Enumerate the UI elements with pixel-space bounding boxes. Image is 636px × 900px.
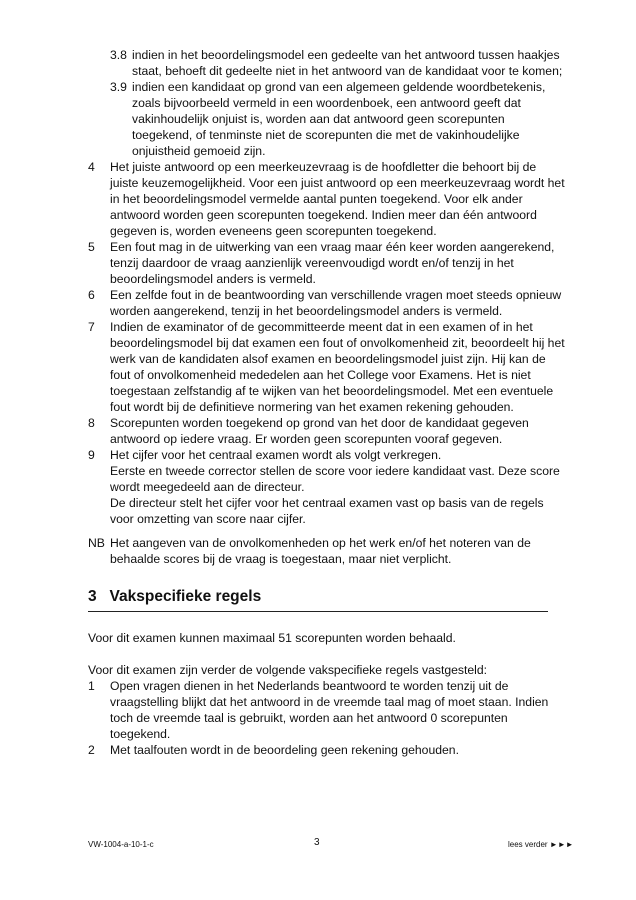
text-line: juiste keuzemogelijkheid. Voor een juist antwoord op een meerkeuzevraag wordt het <box>110 176 565 190</box>
text-line: antwoord worden geen scorepunten toegekend. Indien meer dan één antwoord <box>110 208 537 222</box>
text-line: tenzij daardoor de vraag aanzienlijk vereenvoudigd wordt en/of tenzij in het <box>110 256 514 270</box>
document-code: VW-1004-a-10-1-c <box>88 840 154 849</box>
text-line: gegeven is, worden eveneens geen scorepunten toegekend. <box>110 224 437 238</box>
text-line: Het aangeven van de onvolkomenheden op het werk en/of het noteren van de <box>110 536 531 550</box>
nb-label: NB <box>88 536 105 550</box>
text-line: Een zelfde fout in de beantwoording van verschillende vragen moet steeds opnieuw <box>110 288 562 302</box>
paragraph: Voor dit examen zijn verder de volgende vakspecifieke regels vastgesteld: <box>88 663 488 677</box>
text-line: Met taalfouten wordt in de beoordeling geen rekening gehouden. <box>110 743 459 757</box>
rule-number: 6 <box>88 288 95 302</box>
text-line: staat, behoeft dit gedeelte niet in het antwoord van de kandidaat voor te komen; <box>132 64 563 78</box>
paragraph: Voor dit examen kunnen maximaal 51 scorepunten worden behaald. <box>88 631 456 645</box>
text-line: wordt meegedeeld aan de directeur. <box>110 480 305 494</box>
text-line: onjuistheid gemoeid zijn. <box>132 144 266 158</box>
rule-number: 1 <box>88 679 95 693</box>
text-line: fout wordt bij de definitieve normering van het examen rekening gehouden. <box>110 400 514 414</box>
text-line: voor omzetting van score naar cijfer. <box>110 512 306 526</box>
rule-number: 8 <box>88 416 95 430</box>
text-line: vraagstelling blijkt dat het antwoord in de vreemde taal mag of moet staan. Indien <box>110 695 549 709</box>
text-line: fout of onvolkomenheid mededelen aan het College voor Examens. Het is niet <box>110 368 531 382</box>
text-line: antwoord op iedere vraag. Er worden geen scorepunten vooraf gegeven. <box>110 432 503 446</box>
text-line: beoordelingsmodel anders is vermeld. <box>110 272 316 286</box>
rule-number: 4 <box>88 160 95 174</box>
text-line: Eerste en tweede corrector stellen de score voor iedere kandidaat vast. Deze score <box>110 464 560 478</box>
text-line: indien in het beoordelingsmodel een gedeelte van het antwoord tussen haakjes <box>132 48 560 62</box>
heading-divider <box>88 611 548 612</box>
text-line: beoordelingsmodel bij dat examen een fout of onvolkomenheid zit, beoordeelt hij het <box>110 336 565 350</box>
text-line: in het beoordelingsmodel vermelde aantal punten toegekend. Voor elk ander <box>110 192 523 206</box>
text-line: Het juiste antwoord op een meerkeuzevraag is de hoofdletter die behoort bij de <box>110 160 537 174</box>
rule-number: 3.8 <box>110 48 127 62</box>
text-line: behaalde scores bij de vraag is toegestaan, maar niet verplicht. <box>110 552 452 566</box>
text-line: Open vragen dienen in het Nederlands beantwoord te worden tenzij uit de <box>110 679 509 693</box>
section-heading: 3 Vakspecifieke regels <box>88 588 262 605</box>
rule-number: 9 <box>88 448 95 462</box>
text-line: toegestaan zelfstandig af te wijken van het beoordelingsmodel. Met een eventuele <box>110 384 554 398</box>
text-line: toch de vreemde taal is gebruikt, worden aan het antwoord 0 scorepunten <box>110 711 508 725</box>
rule-number: 2 <box>88 743 95 757</box>
text-line: Scorepunten worden toegekend op grond van het door de kandidaat gegeven <box>110 416 529 430</box>
text-line: Een fout mag in de uitwerking van een vraag maar één keer worden aangerekend, <box>110 240 555 254</box>
text-line: werk van de kandidaten alsof examen en beoordelingsmodel juist zijn. Hij kan de <box>110 352 546 366</box>
rule-number: 5 <box>88 240 95 254</box>
continue-indicator: lees verder ►►► <box>508 840 574 849</box>
text-line: zoals bijvoorbeeld vermeld in een woordenboek, een antwoord geeft dat <box>132 96 521 110</box>
text-line: toegekend, of tenminste niet de scorepunten die met de vakinhoudelijke <box>132 128 520 142</box>
text-line: toegekend. <box>110 727 171 741</box>
text-line: vakinhoudelijk onjuist is, worden aan dat antwoord geen scorepunten <box>132 112 505 126</box>
rule-number: 3.9 <box>110 80 127 94</box>
text-line: Indien de examinator of de gecommitteerde meent dat in een examen of in het <box>110 320 533 334</box>
page-number: 3 <box>314 837 320 848</box>
text-line: indien een kandidaat op grond van een algemeen geldende woordbetekenis, <box>132 80 546 94</box>
rule-number: 7 <box>88 320 95 334</box>
text-line: De directeur stelt het cijfer voor het centraal examen vast op basis van de regels <box>110 496 544 510</box>
text-line: worden aangerekend, tenzij in het beoordelingsmodel anders is vermeld. <box>110 304 503 318</box>
text-line: Het cijfer voor het centraal examen wordt als volgt verkregen. <box>110 448 442 462</box>
